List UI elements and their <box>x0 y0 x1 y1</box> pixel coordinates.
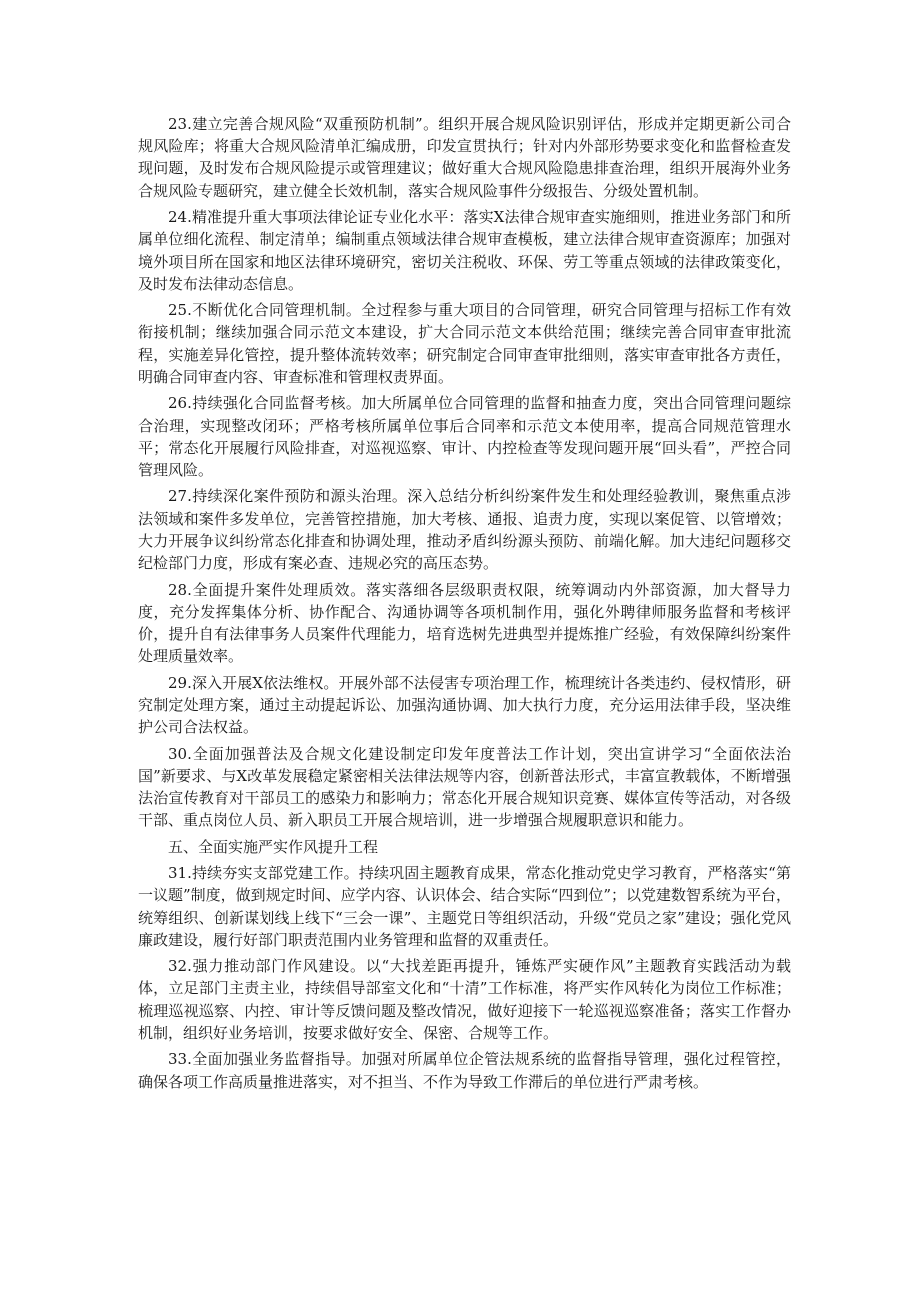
paragraph-23 <box>138 113 791 202</box>
item-number: 30 <box>168 744 188 763</box>
paragraph-26 <box>138 392 791 481</box>
paragraph-30 <box>138 743 791 832</box>
paragraph-text: .深入开展X依法维权。开展外部不法侵害专项治理工作，梳理统计各类违约、侵权情形，研究制定处理方案，通过主动提起诉讼、加强沟通协调、加大执行力度，充分运用法律手段，坚决维护公司合法权益。 <box>138 673 791 737</box>
paragraph-text: .精准提升重大事项法律论证专业化水平：落实X法律合规审查实施细则，推进业务部门和所属单位细化流程、制定清单；编制重点领域法律合规审查模板，建立法律合规审查资源库；加强对境外项目所在国家和地区法律环境研究，密切关注税收、环保、劳工等重点领域的法律政策变化，及时发布法律动态信息。 <box>138 208 791 293</box>
paragraph-text: .持续夯实支部党建工作。持续巩固主题教育成果，常态化推动党史学习教育，严格落实“第一议题”制度，做到规定时间、应学内容、认识体会、结合实际“四到位”；以党建数智系统为平台，统筹组织、创新谋划线上线下“三会一课”、主题党日等组织活动，升级“党员之家”建设；强化党风廉政建设，履行好部门职责范围内业务管理和监督的双重责任。 <box>138 864 792 949</box>
item-number: 33 <box>168 1050 188 1069</box>
section-heading: 五、全面实施严实作风提升工程 <box>168 837 379 856</box>
paragraph-24 <box>138 206 791 295</box>
paragraph-28 <box>138 579 791 668</box>
paragraph-29 <box>138 672 791 739</box>
paragraph-text: .全面加强业务监督指导。加强对所属单位企管法规系统的监督指导管理，强化过程管控，确保各项工作高质量推进落实，对不担当、不作为导致工作滞后的单位进行严肃考核。 <box>138 1050 791 1091</box>
item-number: 32 <box>168 957 188 976</box>
paragraph-text: .强力推动部门作风建设。以“大找差距再提升，锤炼严实硬作风”主题教育实践活动为载体，立足部门主责主业，持续倡导部室文化和“十清”工作标准，将严实作风转化为岗位工作标准；梳理巡视巡察、内控、审计等反馈问题及整改情况，做好迎接下一轮巡视巡察准备；落实工作督办机制，组织好业务培训，按要求做好安全、保密、合规等工作。 <box>138 957 791 1042</box>
item-number: 31 <box>168 864 188 883</box>
paragraph-33 <box>138 1048 791 1092</box>
item-number: 27 <box>168 487 188 506</box>
paragraph-27 <box>138 485 791 574</box>
paragraph-text: .建立完善合规风险“双重预防机制”。组织开展合规风险识别评估，形成并定期更新公司合规风险库；将重大合规风险清单汇编成册，印发宣贯执行；针对内外部形势要求变化和监督检查发现问题，及时发布合规风险提示或管理建议；做好重大合规风险隐患排查治理，组织开展海外业务合规风险专题研究，建立健全长效机制，落实合规风险事件分级报告、分级处置机制。 <box>138 115 791 200</box>
item-number: 25 <box>168 301 188 320</box>
item-number: 26 <box>168 394 188 413</box>
item-number: 23 <box>168 115 188 133</box>
paragraph-text: .全面加强普法及合规文化建设制定印发年度普法工作计划，突出宣讲学习“全面依法治国”新要求、与X改革发展稳定紧密相关法律法规等内容，创新普法形式，丰富宣教载体，不断增强法治宣传教育对干部员工的感染力和影响力；常态化开展合规知识竞赛、媒体宣传等活动，对各级干部、重点岗位人员、新入职员工开展合规培训，进一步增强合规履职意识和能力。 <box>138 744 791 830</box>
item-number: 24 <box>168 208 188 227</box>
paragraph-25 <box>138 299 791 388</box>
paragraph-31 <box>138 862 791 951</box>
paragraph-text: .不断优化合同管理机制。全过程参与重大项目的合同管理，研究合同管理与招标工作有效衔接机制；继续加强合同示范文本建设，扩大合同示范文本供给范围；继续完善合同审查审批流程，实施差异化管控，提升整体流转效率；研究制定合同审查审批细则，落实审查审批各方责任，明确合同审查内容、审查标准和管理权责界面。 <box>138 301 791 386</box>
paragraph-32 <box>138 955 791 1044</box>
paragraph-text: .持续强化合同监督考核。加大所属单位合同管理的监督和抽查力度，突出合同管理问题综合治理，实现整改闭环；严格考核所属单位事后合同率和示范文本使用率，提高合同规范管理水平；常态化开展履行风险排查，对巡视巡察、审计、内控检查等发现问题开展“回头看”，严控合同管理风险。 <box>138 394 791 479</box>
item-number: 29 <box>168 673 188 692</box>
paragraph-text: .持续深化案件预防和源头治理。深入总结分析纠纷案件发生和处理经验教训，聚焦重点涉法领域和案件多发单位，完善管控措施，加大考核、通报、追责力度，实现以案促管、以管增效；大力开展争议纠纷常态化排查和协调处理，推动矛盾纠纷源头预防、前端化解。加大违纪问题移交纪检部门力度，形成有案必查、违规必究的高压态势。 <box>138 487 791 573</box>
item-number: 28 <box>168 580 188 599</box>
paragraph-text: .全面提升案件处理质效。落实落细各层级职责权限，统筹调动内外部资源，加大督导力度，充分发挥集体分析、协作配合、沟通协调等各项机制作用，强化外聘律师服务监督和考核评价，提升自有法律事务人员案件代理能力，培育选树先进典型并提炼推广经验，有效保障纠纷案件处理质量效率。 <box>138 580 791 666</box>
document-body <box>138 113 791 1097</box>
